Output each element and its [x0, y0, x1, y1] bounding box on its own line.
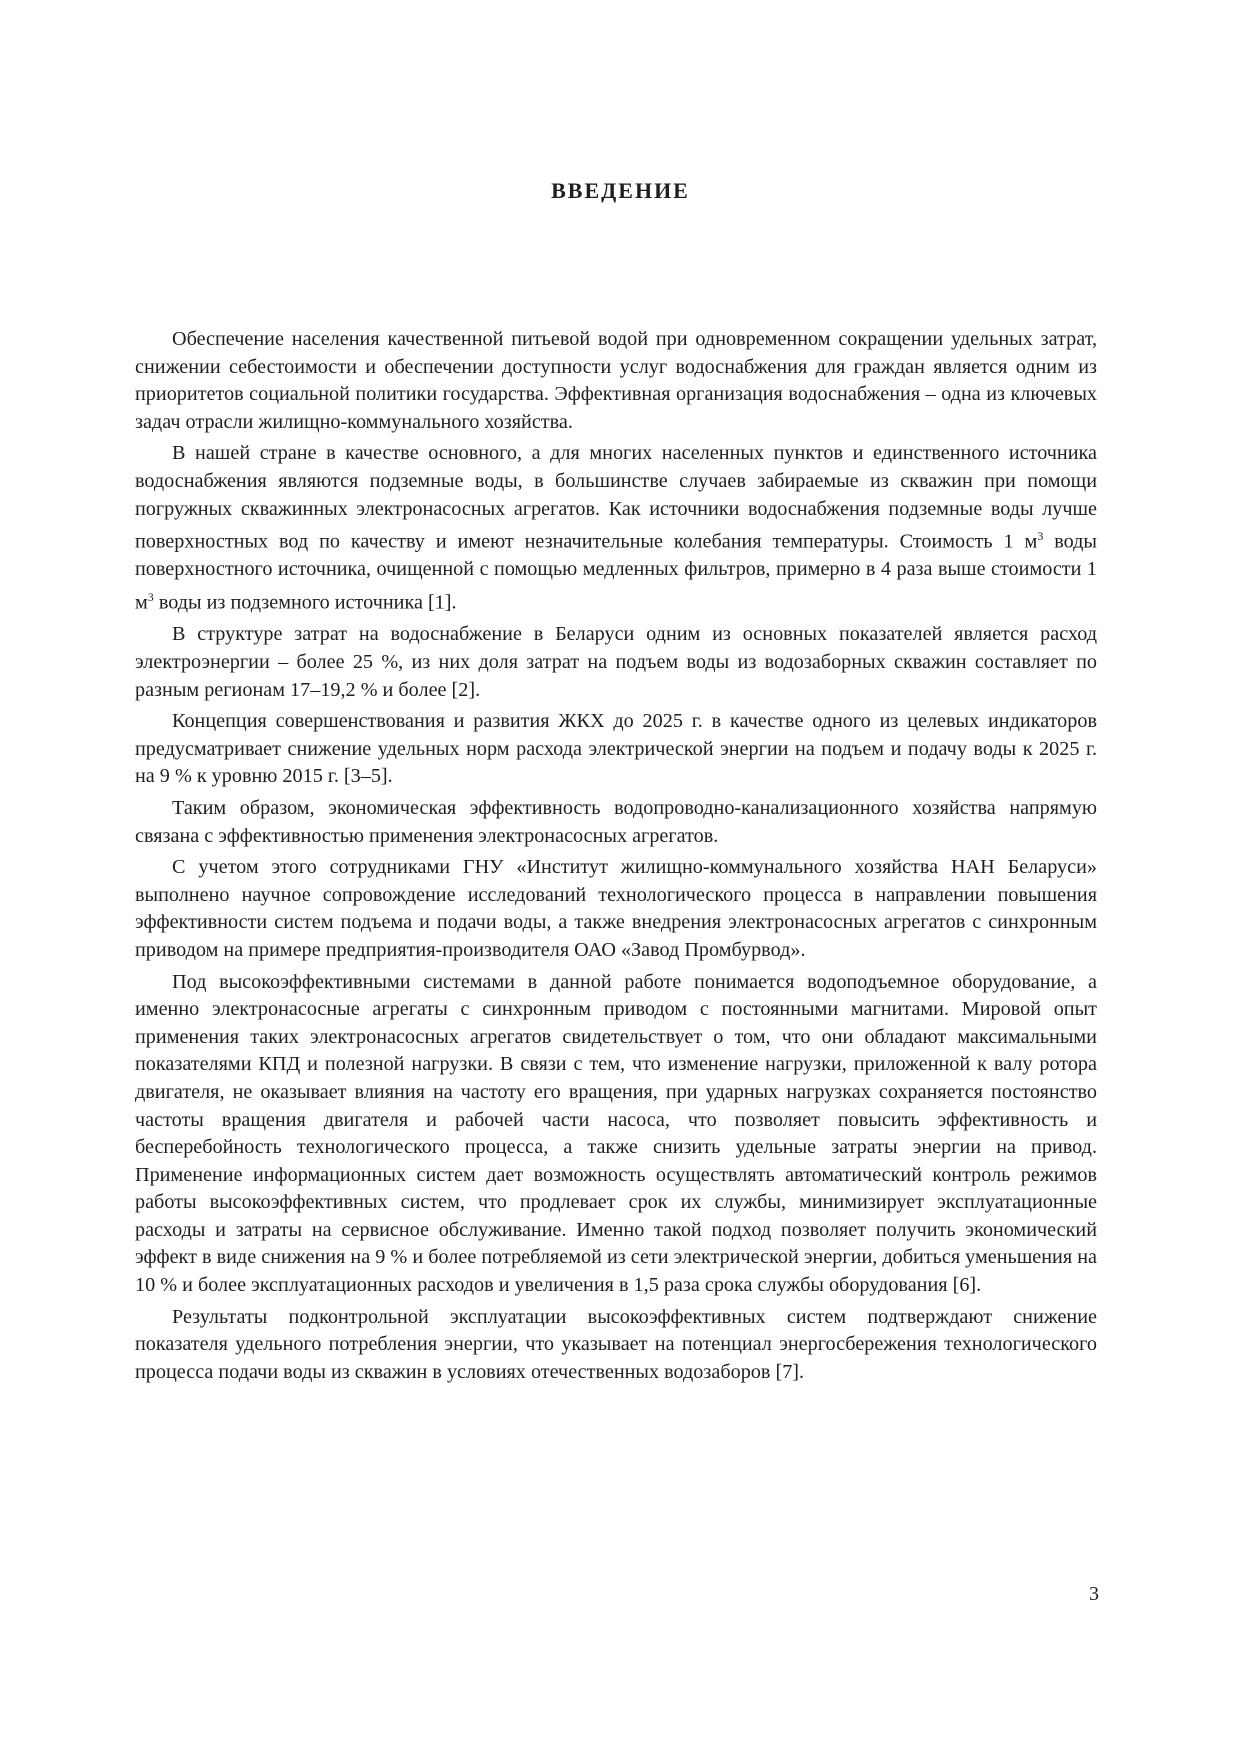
paragraph-5 — [135, 795, 1097, 850]
paragraph-4 — [135, 708, 1097, 791]
paragraph-1 — [135, 326, 1097, 436]
paragraph-2-text-end: воды из подземного источника [1]. — [153, 591, 457, 614]
paragraph-2 — [135, 440, 1097, 617]
paragraph-3 — [135, 621, 1097, 704]
paragraph-4-text: Концепция совершенствования и развития ЖКХ до 2025 г. в качестве одного из целевых индикаторов предусматривает снижение удельных норм расхода электрической энергии на подъем и подачу воды к 2025 г. на 9 % к уровню 2015 г. [3–5]. — [135, 710, 1097, 788]
page-title: ВВЕДЕНИЕ — [551, 178, 690, 203]
paragraph-6-text: С учетом этого сотрудниками ГНУ «Институт жилищно-коммунального хозяйства НАН Беларуси» выполнено научное сопровождение исследований технологического процесса в направлении повышения эффективности систем подъема и подачи воды, а также внедрения электронасосных агрегатов с синхронным приводом на примере предприятия-производителя ОАО «Завод Промбурвод». — [135, 856, 1097, 961]
paragraph-8-text: Результаты подконтрольной эксплуатации высокоэффективных систем подтверждают снижение показателя удельного потребления энергии, что указывает на потенциал энергосбережения технологического процесса подачи воды из скважин в условиях отечественных водозаборов [7]. — [135, 1305, 1097, 1383]
paragraph-3-text: В структуре затрат на водоснабжение в Беларуси одним из основных показателей является расход электроэнергии – более 25 %, из них доля затрат на подъем воды из водозаборных скважин составляет по разным регионам 17–19,2 % и более [2]. — [135, 623, 1097, 701]
paragraph-2-text-start: В нашей стране в качестве основного, а для многих населенных пунктов и единственного источника водоснабжения являются подземные воды, в большинстве случаев забираемые из скважин при помощи погружных скважинных электронасосных агрегатов. Как источники водоснабжения подземные воды лучше поверхностных вод по качеству и имеют незначительные колебания температуры. Стоимость 1 м — [135, 442, 1097, 553]
paragraph-1-text: Обеспечение населения качественной питьевой водой при одновременном сокращении удельных затрат, снижении себестоимости и обеспечении доступности услуг водоснабжения для граждан является одним из приоритетов социальной политики государства. Эффективная организация водоснабжения – одна из ключевых задач отрасли жилищно-коммунального хозяйства. — [135, 328, 1097, 433]
paragraph-6 — [135, 854, 1097, 964]
paragraph-7-text: Под высокоэффективными системами в данной работе понимается водоподъемное оборудование, а именно электронасосные агрегаты с синхронным приводом с постоянными магнитами. Мировой опыт применения таких электронасосных агрегатов свидетельствует о том, что они обладают максимальными показателями КПД и полезной нагрузки. В связи с тем, что изменение нагрузки, приложенной к валу ротора двигателя, не оказывает влияния на частоту его вращения, при ударных нагрузках сохраняется постоянство частоты вращения двигателя и рабочей части насоса, что позволяет повысить эффективность и бесперебойность технологического процесса, а также снизить удельные затраты энергии на привод. Применение информационных систем дает возможность осуществлять автоматический контроль режимов работы высокоэффективных систем, что продлевает срок их службы, минимизирует эксплуатационные расходы и затраты на сервисное обслуживание. Именно такой подход позволяет получить экономический эффект в виде снижения на 9 % и более потребляемой из сети электрической энергии, добиться уменьшения на 10 % и более эксплуатационных расходов и увеличения в 1,5 раза срока службы оборудования [6]. — [135, 970, 1097, 1297]
paragraph-7 — [135, 969, 1097, 1300]
paragraph-2-text-middle: воды поверхностного источника, очищенной с помощью медленных фильтров, примерно в 4 раза выше стоимости 1 м — [135, 530, 1097, 614]
paragraph-5-text: Таким образом, экономическая эффективность водопроводно-канализационного хозяйства напрямую связана с эффективностью применения электронасосных агрегатов. — [135, 796, 1097, 847]
body-text — [135, 326, 1097, 1390]
page-number: 3 — [1089, 1583, 1099, 1605]
superscript-cubic-2: 3 — [147, 590, 154, 605]
paragraph-8 — [135, 1304, 1097, 1387]
superscript-cubic-1: 3 — [1037, 529, 1044, 544]
